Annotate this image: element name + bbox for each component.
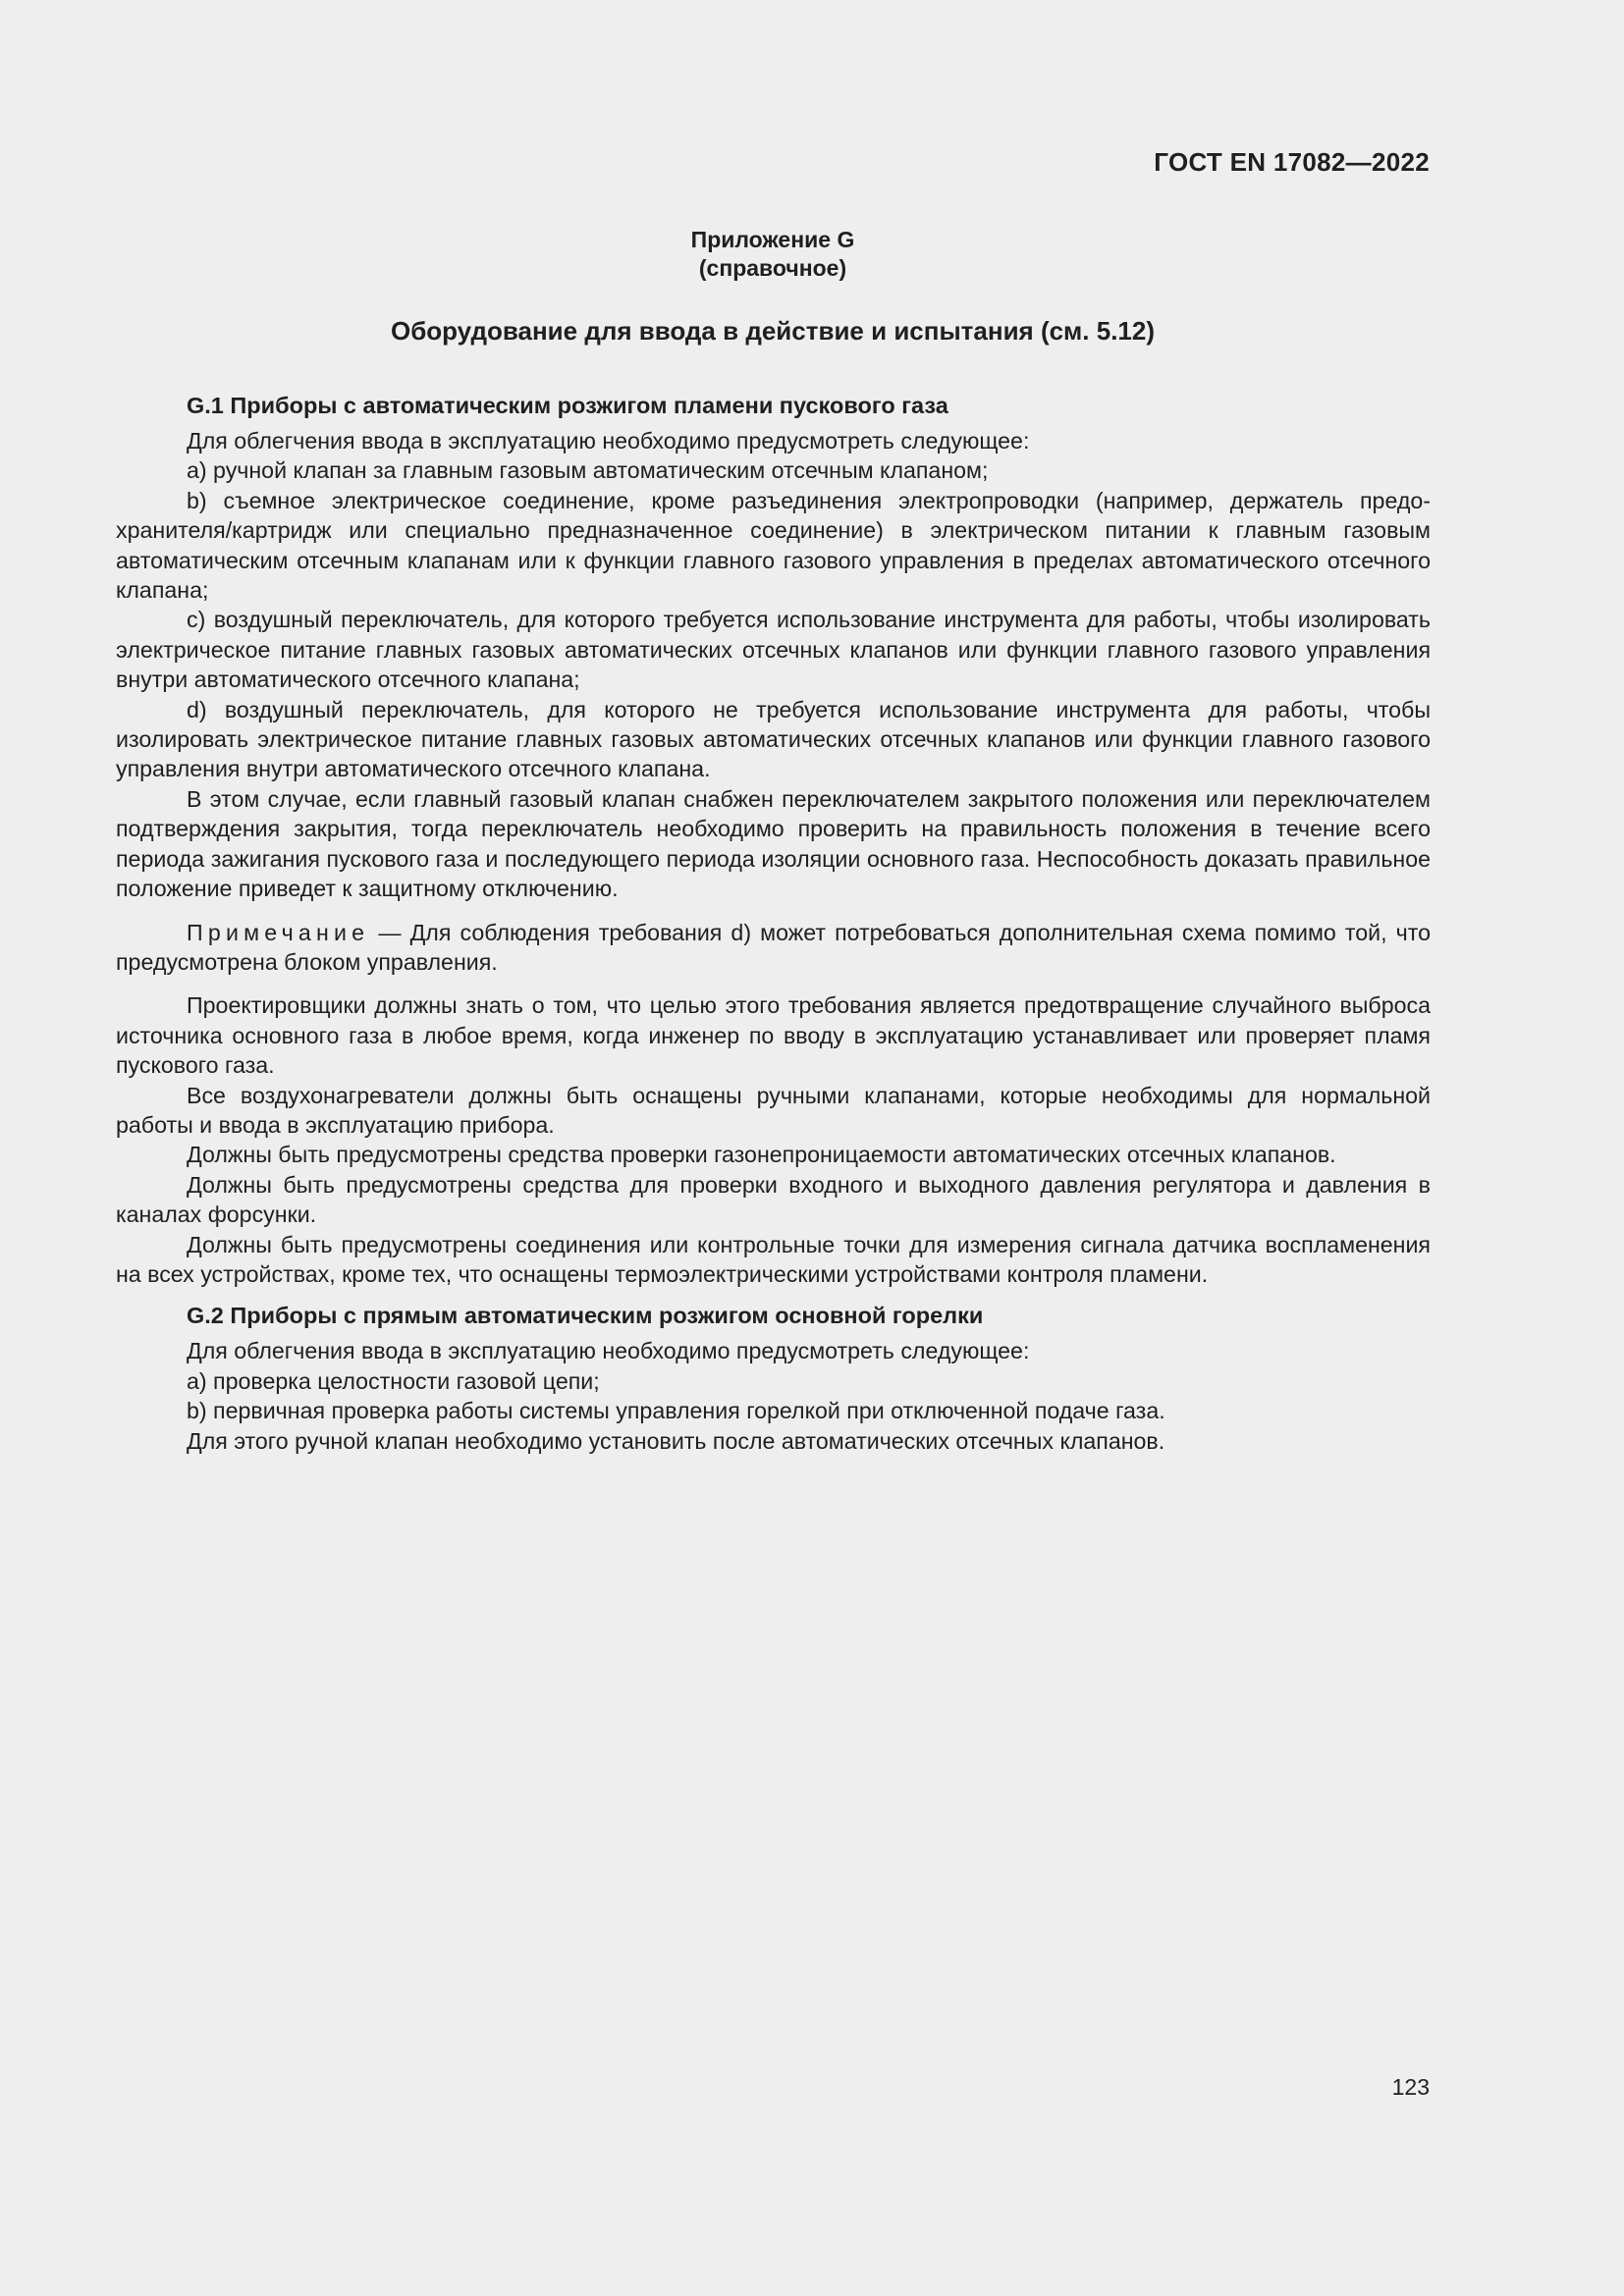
section-g2-heading: G.2 Приборы с прямым автоматическим розжигом основной горелки: [187, 1303, 984, 1329]
section-g2-item-a: a) проверка целостности газовой цепи;: [187, 1367, 600, 1394]
section-g2-closing: Для этого ручной клапан необходимо установить после автоматических отсечных клапанов.: [187, 1427, 1165, 1454]
section-g2-intro: Для облегчения ввода в эксплуатацию необходимо предусмотреть следующее:: [187, 1338, 1030, 1364]
section-g1-paragraph-designers: Проектировщики должны знать о том, что целью этого требования является предотвращение случайного выброса источника основного газа в любое время, когда инженер по вводу в эксплуатацию устанавливает или проверяет пламя пускового газа.: [116, 992, 1431, 1079]
section-g2-item-b: b) первичная проверка работы системы управления горелкой при отключенной подаче газа.: [187, 1398, 1165, 1424]
standard-code-header: ГОСТ EN 17082—2022: [1154, 147, 1430, 177]
annex-label: Приложение G: [690, 227, 855, 252]
section-g1-item-b: b) съемное электрическое соединение, кроме разъединения электропроводки (например, держатель предохранителя/картридж или специально предназначенное соединение) в электрическом питании к главным газовым автоматическим отсечным клапанам или к функции главного газового управления в пределах автоматического отсечного клапана;: [116, 487, 1431, 604]
section-g1-paragraph-tightness: Должны быть предусмотрены средства проверки газонепроницаемости автоматических отсечных клапанов.: [187, 1142, 1336, 1168]
section-g1-intro: Для облегчения ввода в эксплуатацию необходимо предусмотреть следующее:: [187, 428, 1030, 454]
section-g1-paragraph-pressure: Должны быть предусмотрены средства для проверки входного и выходного давления регулятора и давления в каналах форсунки.: [116, 1171, 1431, 1228]
section-g1-paragraph-case: В этом случае, если главный газовый клапан снабжен переключателем закрытого положения или переключателем подтверждения закрытия, тогда переключатель необходимо проверить на правильность положения в течение всего периода зажигания пускового газа и последующего периода изоляции основного газа. Неспособность доказать правильное положение приведет к защитному отключению.: [116, 785, 1431, 902]
section-g1-note: [116, 918, 1431, 978]
section-g1-item-a: a) ручной клапан за главным газовым автоматическим отсечным клапаном;: [187, 457, 989, 484]
section-g1-item-d: d) воздушный переключатель, для которого не требуется использование инструмента для работы, чтобы изолировать электрическое питание главных газовых автоматических отсечных клапанов или функции главного газового управления внутри автоматического отсечного клапана.: [116, 696, 1431, 782]
annex-title: Оборудование для ввода в действие и испытания (см. 5.12): [390, 316, 1156, 346]
annex-body: [116, 391, 1431, 1456]
note-label: Примечание: [187, 919, 370, 945]
page-number: 123: [1391, 2074, 1430, 2100]
section-g1-heading: G.1 Приборы с автоматическим розжигом пламени пускового газа: [187, 393, 948, 418]
annex-heading: [0, 226, 1545, 283]
note-text: — Для соблюдения требования d) может потребоваться дополнительная схема помимо той, что предусмотрена блоком управления.: [116, 919, 1431, 975]
section-g1-item-c: c) воздушный переключатель, для которого требуется использование инструмента для работы, чтобы изолировать электрическое питание главных газовых автоматических отсечных клапанов или функции главного газового управления внутри автоматического отсечного клапана;: [116, 607, 1431, 693]
section-g1-paragraph-test-points: Должны быть предусмотрены соединения или контрольные точки для измерения сигнала датчика воспламенения на всех устройствах, кроме тех, что оснащены термоэлектрическими устройствами контроля пламени.: [116, 1231, 1431, 1287]
section-g1-paragraph-heaters: Все воздухонагреватели должны быть оснащены ручными клапанами, которые необходимы для нормальной работы и ввода в эксплуатацию прибора.: [116, 1082, 1431, 1138]
annex-kind: (справочное): [698, 255, 847, 281]
